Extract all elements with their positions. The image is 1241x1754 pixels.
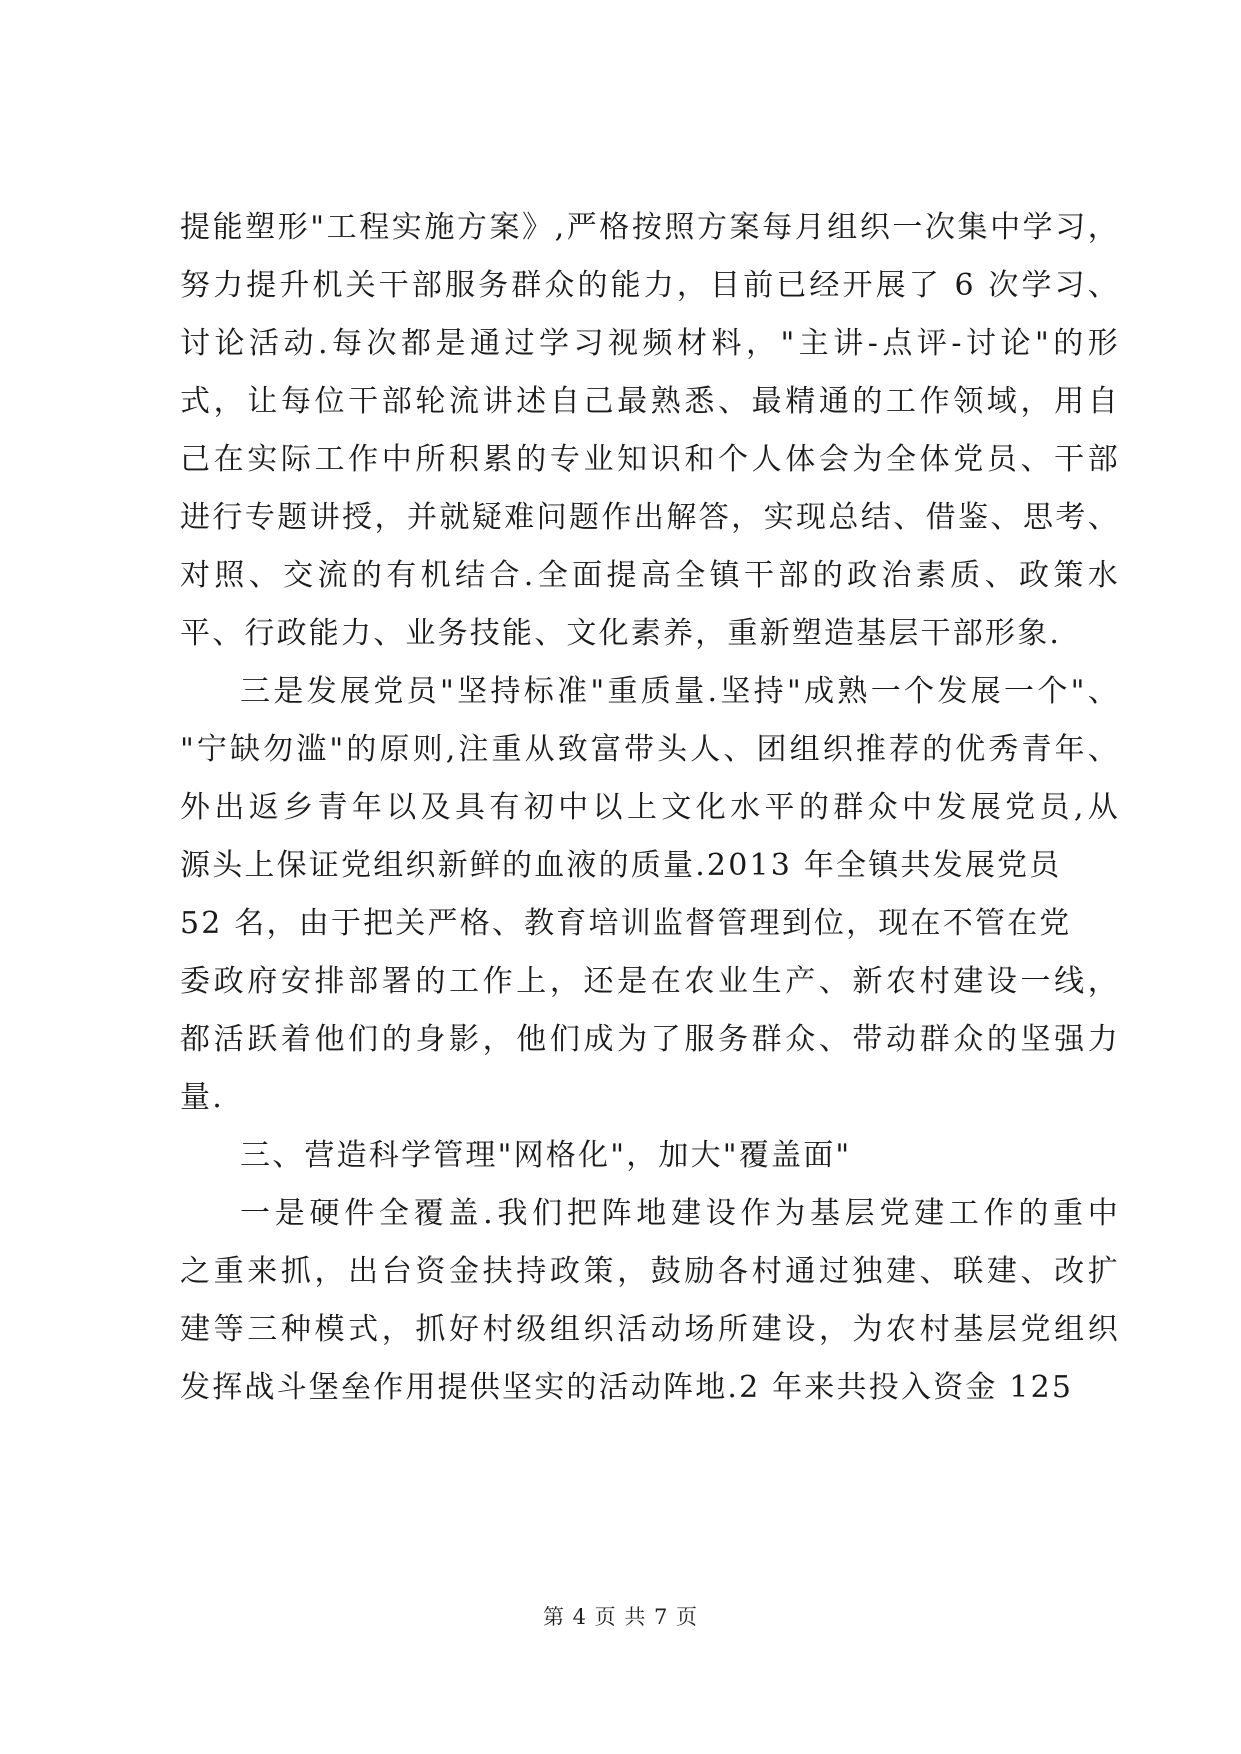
body-text-line: 提能塑形"工程实施方案》,严格按照方案每月组织一次集中学习， [180, 210, 1120, 245]
body-text-line: 讨论活动.每次都是通过学习视频材料，"主讲-点评-讨论"的形 [180, 326, 1120, 361]
body-text-line: 52 名，由于把关严格、教育培训监督管理到位，现在不管在党 [180, 906, 1072, 941]
paragraph-first-line: 三是发展党员"坚持标准"重质量.坚持"成熟一个发展一个"、 [240, 674, 1120, 709]
body-text-line: 都活跃着他们的身影，他们成为了服务群众、带动群众的坚强力 [180, 1022, 1120, 1057]
section-heading: 三、营造科学管理"网格化"，加大"覆盖面" [240, 1138, 852, 1173]
body-text-line: 委政府安排部署的工作上，还是在农业生产、新农村建设一线， [180, 964, 1120, 999]
body-text-line: 对照、交流的有机结合.全面提高全镇干部的政治素质、政策水 [180, 558, 1120, 593]
body-text-line: 努力提升机关干部服务群众的能力，目前已经开展了 6 次学习、 [180, 268, 1120, 303]
page-number-footer: 第 4 页 共 7 页 [542, 1605, 699, 1629]
body-text-line: 发挥战斗堡垒作用提供坚实的活动阵地.2 年来共投入资金 125 [180, 1370, 1074, 1405]
paragraph-first-line: 一是硬件全覆盖.我们把阵地建设作为基层党建工作的重中 [240, 1196, 1120, 1231]
body-text-line: 量. [180, 1080, 224, 1115]
body-text-line: 进行专题讲授，并就疑难问题作出解答，实现总结、借鉴、思考、 [180, 500, 1120, 535]
body-text-line: 外出返乡青年以及具有初中以上文化水平的群众中发展党员,从 [180, 790, 1120, 825]
body-text-line: 式，让每位干部轮流讲述自己最熟悉、最精通的工作领域，用自 [180, 384, 1120, 419]
body-text-line: "宁缺勿滥"的原则,注重从致富带头人、团组织推荐的优秀青年、 [180, 732, 1120, 767]
body-text-line: 之重来抓，出台资金扶持政策，鼓励各村通过独建、联建、改扩 [180, 1254, 1120, 1289]
body-text-line: 建等三种模式，抓好村级组织活动场所建设，为农村基层党组织 [180, 1312, 1120, 1347]
body-text-line: 源头上保证党组织新鲜的血液的质量.2013 年全镇共发展党员 [180, 848, 1062, 883]
body-text-line: 平、行政能力、业务技能、文化素养，重新塑造基层干部形象. [180, 616, 1062, 651]
body-text-line: 己在实际工作中所积累的专业知识和个人体会为全体党员、干部 [180, 442, 1120, 477]
